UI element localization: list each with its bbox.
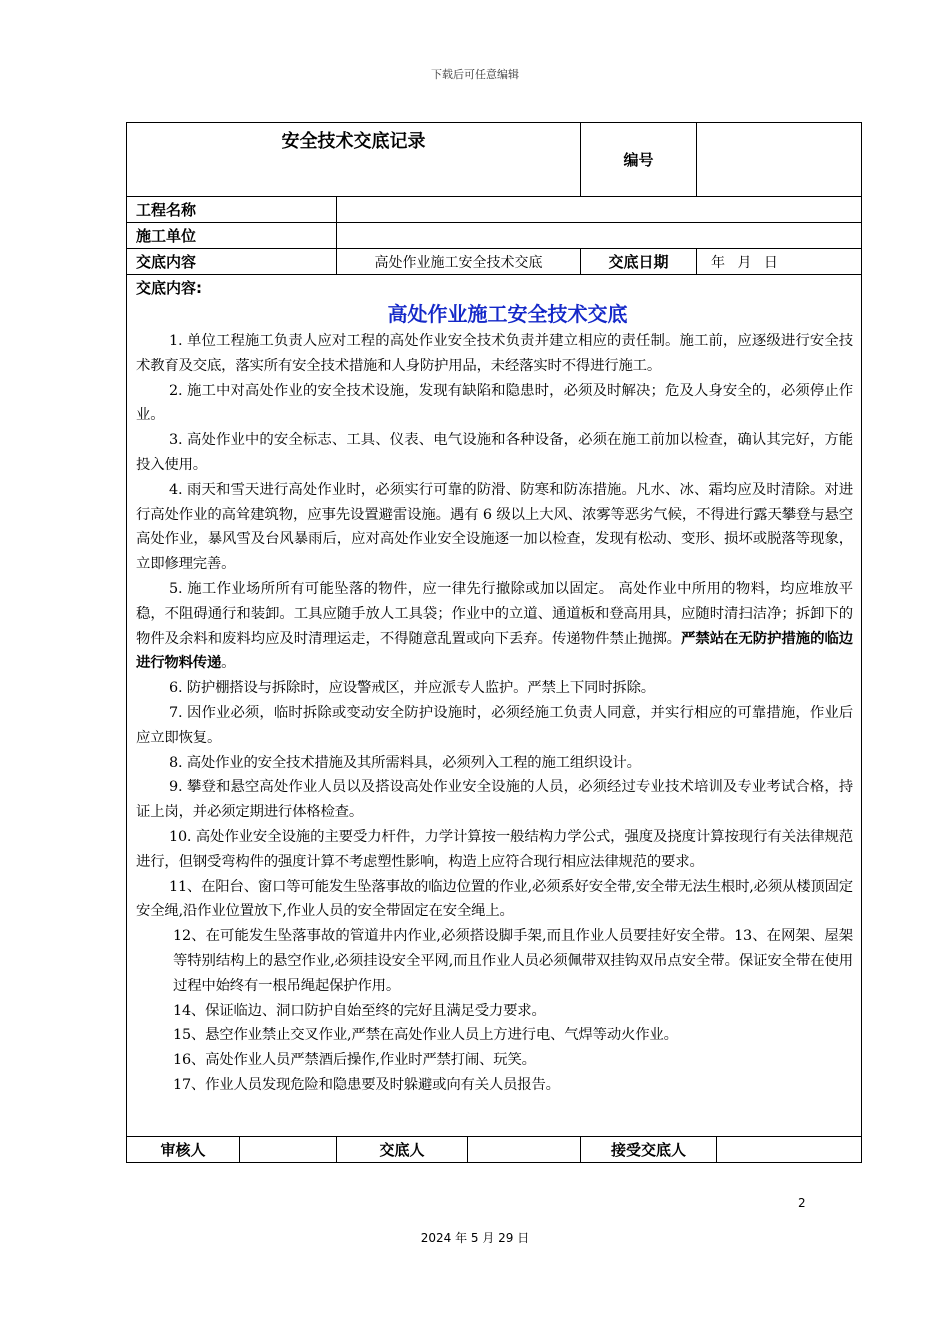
paragraph-6: 6. 防护棚搭设与拆除时，应设警戒区，并应派专人监护。严禁上下同时拆除。 [169, 680, 655, 697]
document-title: 高处作业施工安全技术交底 [387, 302, 628, 326]
content-row [127, 249, 861, 275]
paragraph-17: 17、作业人员发现危险和隐患要及时躲避或向有关人员报告。 [173, 1076, 560, 1093]
content-label: 交底内容 [127, 249, 337, 274]
title-row [127, 123, 861, 197]
paragraph-16: 16、高处作业人员严禁酒后操作,作业时严禁打闹、玩笑。 [173, 1052, 536, 1069]
project-name-field[interactable] [337, 197, 861, 222]
safety-disclosure-form [126, 122, 862, 1163]
paragraph-4: 4. 雨天和雪天进行高处作业时，必须实行可靠的防滑、防寒和防冻措施。凡水、冰、霜均应及时清除。对进行高处作业的高耸建筑物，应事先设置避雷设施。遇有 6 级以上大风、浓雾等恶劣气候，不得进行露天攀登与悬空高处作业，暴风雪及台风暴雨后，应对高处作业安全设施逐一加以检查，发现有松动、变形、损坏或脱落等现象，立即修理完善。 [136, 481, 853, 573]
paragraph-11: 11、在阳台、窗口等可能发生坠落事故的临边位置的作业,必须系好安全带,安全带无法生根时,必须从楼顶固定安全绳,沿作业位置放下,作业人员的安全带固定在安全绳上。 [136, 878, 853, 920]
reviewer-field[interactable] [240, 1137, 337, 1162]
bold-note: 严禁站在无防护措施的临边进行物料传递 [136, 629, 853, 672]
paragraph-2: 2. 施工中对高处作业的安全技术设施，发现有缺陷和隐患时，必须及时解决；危及人身安全的，必须停止作业。 [136, 382, 853, 424]
construction-unit-field[interactable] [337, 223, 861, 248]
signature-row [127, 1137, 861, 1162]
paragraph-1: 1. 单位工程施工负责人应对工程的高处作业安全技术负责并建立相应的责任制。施工前，应逐级进行安全技术教育及交底，落实所有安全技术措施和人身防护用品，未经落实时不得进行施工。 [136, 333, 853, 374]
paragraph-5-text: 5. 施工作业场所所有可能坠落的物件，应一律先行撤除或加以固定。 高处作业中所用的物料，均应堆放平稳，不阻碍通行和装卸。工具应随手放人工具袋；作业中的立道、通道板和登高用具，应随时清扫洁净；拆卸下的物件及余料和废料均应及时清理运走，不得随意乱置或向下丢弃。传递物件禁止抛掷。 [136, 580, 853, 647]
bold-note-end: 。 [221, 655, 236, 672]
footer-date: 2024 年 5 月 29 日 [420, 1231, 530, 1245]
discloser-label: 交底人 [337, 1137, 468, 1162]
reviewer-label: 审核人 [127, 1137, 240, 1162]
receiver-field[interactable] [717, 1137, 861, 1162]
paragraph-10: 10. 高处作业安全设施的主要受力杆件，力学计算按一般结构力学公式，强度及挠度计算按现行有关法律规范进行，但钢受弯构件的强度计算不考虑塑性影响，构造上应符合现行相应法律规范的要求。 [136, 828, 853, 870]
paragraph-3: 3. 高处作业中的安全标志、工具、仪表、电气设施和各种设备，必须在施工前加以检查，确认其完好，方能投入使用。 [136, 432, 853, 473]
receiver-label: 接受交底人 [581, 1137, 717, 1162]
paragraph-8: 8. 高处作业的安全技术措施及其所需料具，必须列入工程的施工组织设计。 [169, 754, 641, 771]
number-field[interactable] [697, 123, 861, 196]
date-label: 交底日期 [581, 249, 697, 274]
content-body [127, 275, 861, 1137]
paragraph-9: 9. 攀登和悬空高处作业人员以及搭设高处作业安全设施的人员，必须经过专业技术培训及专业考试合格，持证上岗，并必须定期进行体格检查。 [136, 779, 853, 821]
number-label: 编号 [581, 123, 697, 196]
construction-unit-label: 施工单位 [127, 223, 337, 248]
project-name-row [127, 197, 861, 223]
page-number: 2 [798, 1196, 806, 1210]
header-note: 下载后可任意编辑 [431, 68, 519, 81]
paragraph-15: 15、悬空作业禁止交叉作业,严禁在高处作业人员上方进行电、气焊等动火作业。 [173, 1027, 678, 1044]
content-value: 高处作业施工安全技术交底 [337, 249, 581, 274]
form-title: 安全技术交底记录 [127, 123, 581, 196]
discloser-field[interactable] [468, 1137, 581, 1162]
paragraph-7: 7. 因作业必须，临时拆除或变动安全防护设施时，必须经施工负责人同意，并实行相应的可靠措施，作业后应立即恢复。 [136, 704, 853, 746]
paragraph-14: 14、保证临边、洞口防护自始至终的完好且满足受力要求。 [173, 1002, 546, 1019]
paragraph-12: 12、在可能发生坠落事故的管道井内作业,必须搭设脚手架,而且作业人员要挂好安全带。13、在网架、屋架等特别结构上的悬空作业,必须挂设安全平网,而且作业人员必须佩带双挂钩双吊点安全带。保证安全带在使用过程中始终有一根吊绳起保护作用。 [173, 928, 853, 994]
paragraph-5 [136, 577, 853, 676]
project-name-label: 工程名称 [127, 197, 337, 222]
content-heading: 交底内容: [136, 279, 202, 297]
construction-unit-row [127, 223, 861, 249]
date-field[interactable]: 年 月 日 [711, 254, 778, 271]
